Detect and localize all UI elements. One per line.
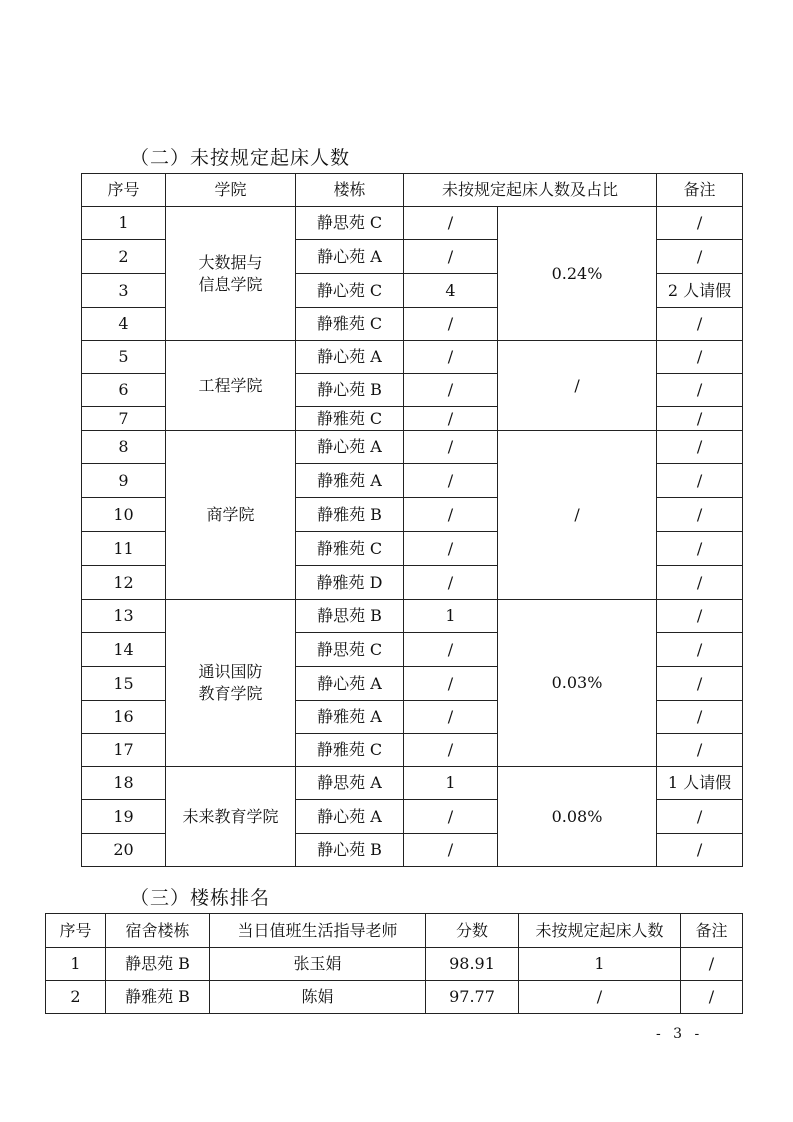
count-cell: /: [404, 464, 498, 498]
building-cell: 静心苑 A: [296, 240, 404, 274]
building-cell: 静思苑 C: [296, 207, 404, 240]
score-cell: 98.91: [426, 948, 519, 981]
row-number: 18: [82, 767, 166, 800]
page-number: - 3 -: [656, 1026, 704, 1042]
count-cell: /: [404, 633, 498, 667]
unqualified-wakeup-table: [81, 173, 743, 867]
row-number: 16: [82, 701, 166, 734]
note-cell: /: [657, 374, 743, 407]
table-header-row: [82, 174, 743, 207]
note-cell: /: [657, 667, 743, 701]
count-cell: /: [404, 566, 498, 600]
count-cell: /: [519, 981, 681, 1014]
row-number: 7: [82, 407, 166, 431]
building-cell: 静雅苑 B: [106, 981, 210, 1014]
header-cell: 分数: [426, 914, 519, 948]
building-cell: 静心苑 A: [296, 800, 404, 834]
note-cell: /: [657, 341, 743, 374]
note-cell: /: [657, 431, 743, 464]
count-cell: /: [404, 701, 498, 734]
row-number: 19: [82, 800, 166, 834]
note-cell: 2 人请假: [657, 274, 743, 308]
count-cell: /: [404, 374, 498, 407]
row-number: 12: [82, 566, 166, 600]
count-cell: /: [404, 341, 498, 374]
note-cell: /: [657, 800, 743, 834]
building-cell: 静思苑 B: [106, 948, 210, 981]
building-cell: 静思苑 C: [296, 633, 404, 667]
table-row: [82, 767, 743, 800]
note-cell: /: [657, 701, 743, 734]
ratio-cell: /: [498, 431, 657, 600]
building-cell: 静雅苑 C: [296, 308, 404, 341]
note-cell: /: [681, 981, 743, 1014]
row-number: 10: [82, 498, 166, 532]
building-ranking-table: [45, 913, 743, 1014]
note-cell: /: [657, 498, 743, 532]
header-cell: 序号: [46, 914, 106, 948]
building-cell: 静心苑 A: [296, 431, 404, 464]
header-cell: 序号: [82, 174, 166, 207]
row-number: 3: [82, 274, 166, 308]
table-header-row: [46, 914, 743, 948]
note-cell: /: [657, 566, 743, 600]
row-number: 1: [82, 207, 166, 240]
building-cell: 静心苑 C: [296, 274, 404, 308]
note-cell: /: [657, 308, 743, 341]
row-number: 15: [82, 667, 166, 701]
building-cell: 静思苑 B: [296, 600, 404, 633]
building-cell: 静心苑 A: [296, 341, 404, 374]
note-cell: /: [657, 207, 743, 240]
header-cell: 未按规定起床人数: [519, 914, 681, 948]
ratio-cell: 0.08%: [498, 767, 657, 867]
count-cell: /: [404, 240, 498, 274]
row-number: 13: [82, 600, 166, 633]
building-cell: 静雅苑 B: [296, 498, 404, 532]
building-cell: 静心苑 B: [296, 834, 404, 867]
building-cell: 静雅苑 D: [296, 566, 404, 600]
header-cell: 未按规定起床人数及占比: [404, 174, 657, 207]
table-row: [82, 600, 743, 633]
count-cell: 1: [404, 767, 498, 800]
college-cell: 大数据与 信息学院: [166, 207, 296, 341]
teacher-cell: 陈娟: [210, 981, 426, 1014]
note-cell: /: [657, 834, 743, 867]
count-cell: /: [404, 532, 498, 566]
note-cell: /: [657, 240, 743, 274]
note-cell: 1 人请假: [657, 767, 743, 800]
note-cell: /: [657, 407, 743, 431]
note-cell: /: [657, 633, 743, 667]
note-cell: /: [657, 464, 743, 498]
ratio-cell: 0.24%: [498, 207, 657, 341]
count-cell: /: [404, 308, 498, 341]
header-cell: 宿舍楼栋: [106, 914, 210, 948]
header-cell: 楼栋: [296, 174, 404, 207]
header-cell: 备注: [657, 174, 743, 207]
note-cell: /: [657, 532, 743, 566]
count-cell: /: [404, 407, 498, 431]
table-row: [82, 431, 743, 464]
count-cell: /: [404, 667, 498, 701]
college-cell: 商学院: [166, 431, 296, 600]
count-cell: /: [404, 431, 498, 464]
row-number: 20: [82, 834, 166, 867]
count-cell: /: [404, 734, 498, 767]
row-number: 5: [82, 341, 166, 374]
score-cell: 97.77: [426, 981, 519, 1014]
building-cell: 静雅苑 C: [296, 532, 404, 566]
college-cell: 未来教育学院: [166, 767, 296, 867]
row-number: 11: [82, 532, 166, 566]
table-row: [82, 207, 743, 240]
count-cell: /: [404, 207, 498, 240]
building-cell: 静雅苑 C: [296, 734, 404, 767]
building-cell: 静思苑 A: [296, 767, 404, 800]
college-cell: 通识国防 教育学院: [166, 600, 296, 767]
building-cell: 静雅苑 A: [296, 701, 404, 734]
ratio-cell: 0.03%: [498, 600, 657, 767]
row-number: 2: [82, 240, 166, 274]
note-cell: /: [657, 600, 743, 633]
ratio-cell: /: [498, 341, 657, 431]
row-number: 1: [46, 948, 106, 981]
building-cell: 静心苑 A: [296, 667, 404, 701]
row-number: 2: [46, 981, 106, 1014]
note-cell: /: [657, 734, 743, 767]
count-cell: 1: [404, 600, 498, 633]
note-cell: /: [681, 948, 743, 981]
table-row: [46, 981, 743, 1014]
row-number: 6: [82, 374, 166, 407]
college-cell: 工程学院: [166, 341, 296, 431]
count-cell: 4: [404, 274, 498, 308]
row-number: 4: [82, 308, 166, 341]
count-cell: /: [404, 834, 498, 867]
table-row: [82, 341, 743, 374]
count-cell: 1: [519, 948, 681, 981]
header-cell: 备注: [681, 914, 743, 948]
table-row: [46, 948, 743, 981]
row-number: 17: [82, 734, 166, 767]
header-cell: 当日值班生活指导老师: [210, 914, 426, 948]
section3-title: （三）楼栋排名: [130, 887, 271, 909]
count-cell: /: [404, 498, 498, 532]
building-cell: 静心苑 B: [296, 374, 404, 407]
row-number: 9: [82, 464, 166, 498]
section2-title: （二）未按规定起床人数: [130, 147, 351, 169]
building-cell: 静雅苑 C: [296, 407, 404, 431]
row-number: 8: [82, 431, 166, 464]
header-cell: 学院: [166, 174, 296, 207]
building-cell: 静雅苑 A: [296, 464, 404, 498]
count-cell: /: [404, 800, 498, 834]
row-number: 14: [82, 633, 166, 667]
teacher-cell: 张玉娟: [210, 948, 426, 981]
